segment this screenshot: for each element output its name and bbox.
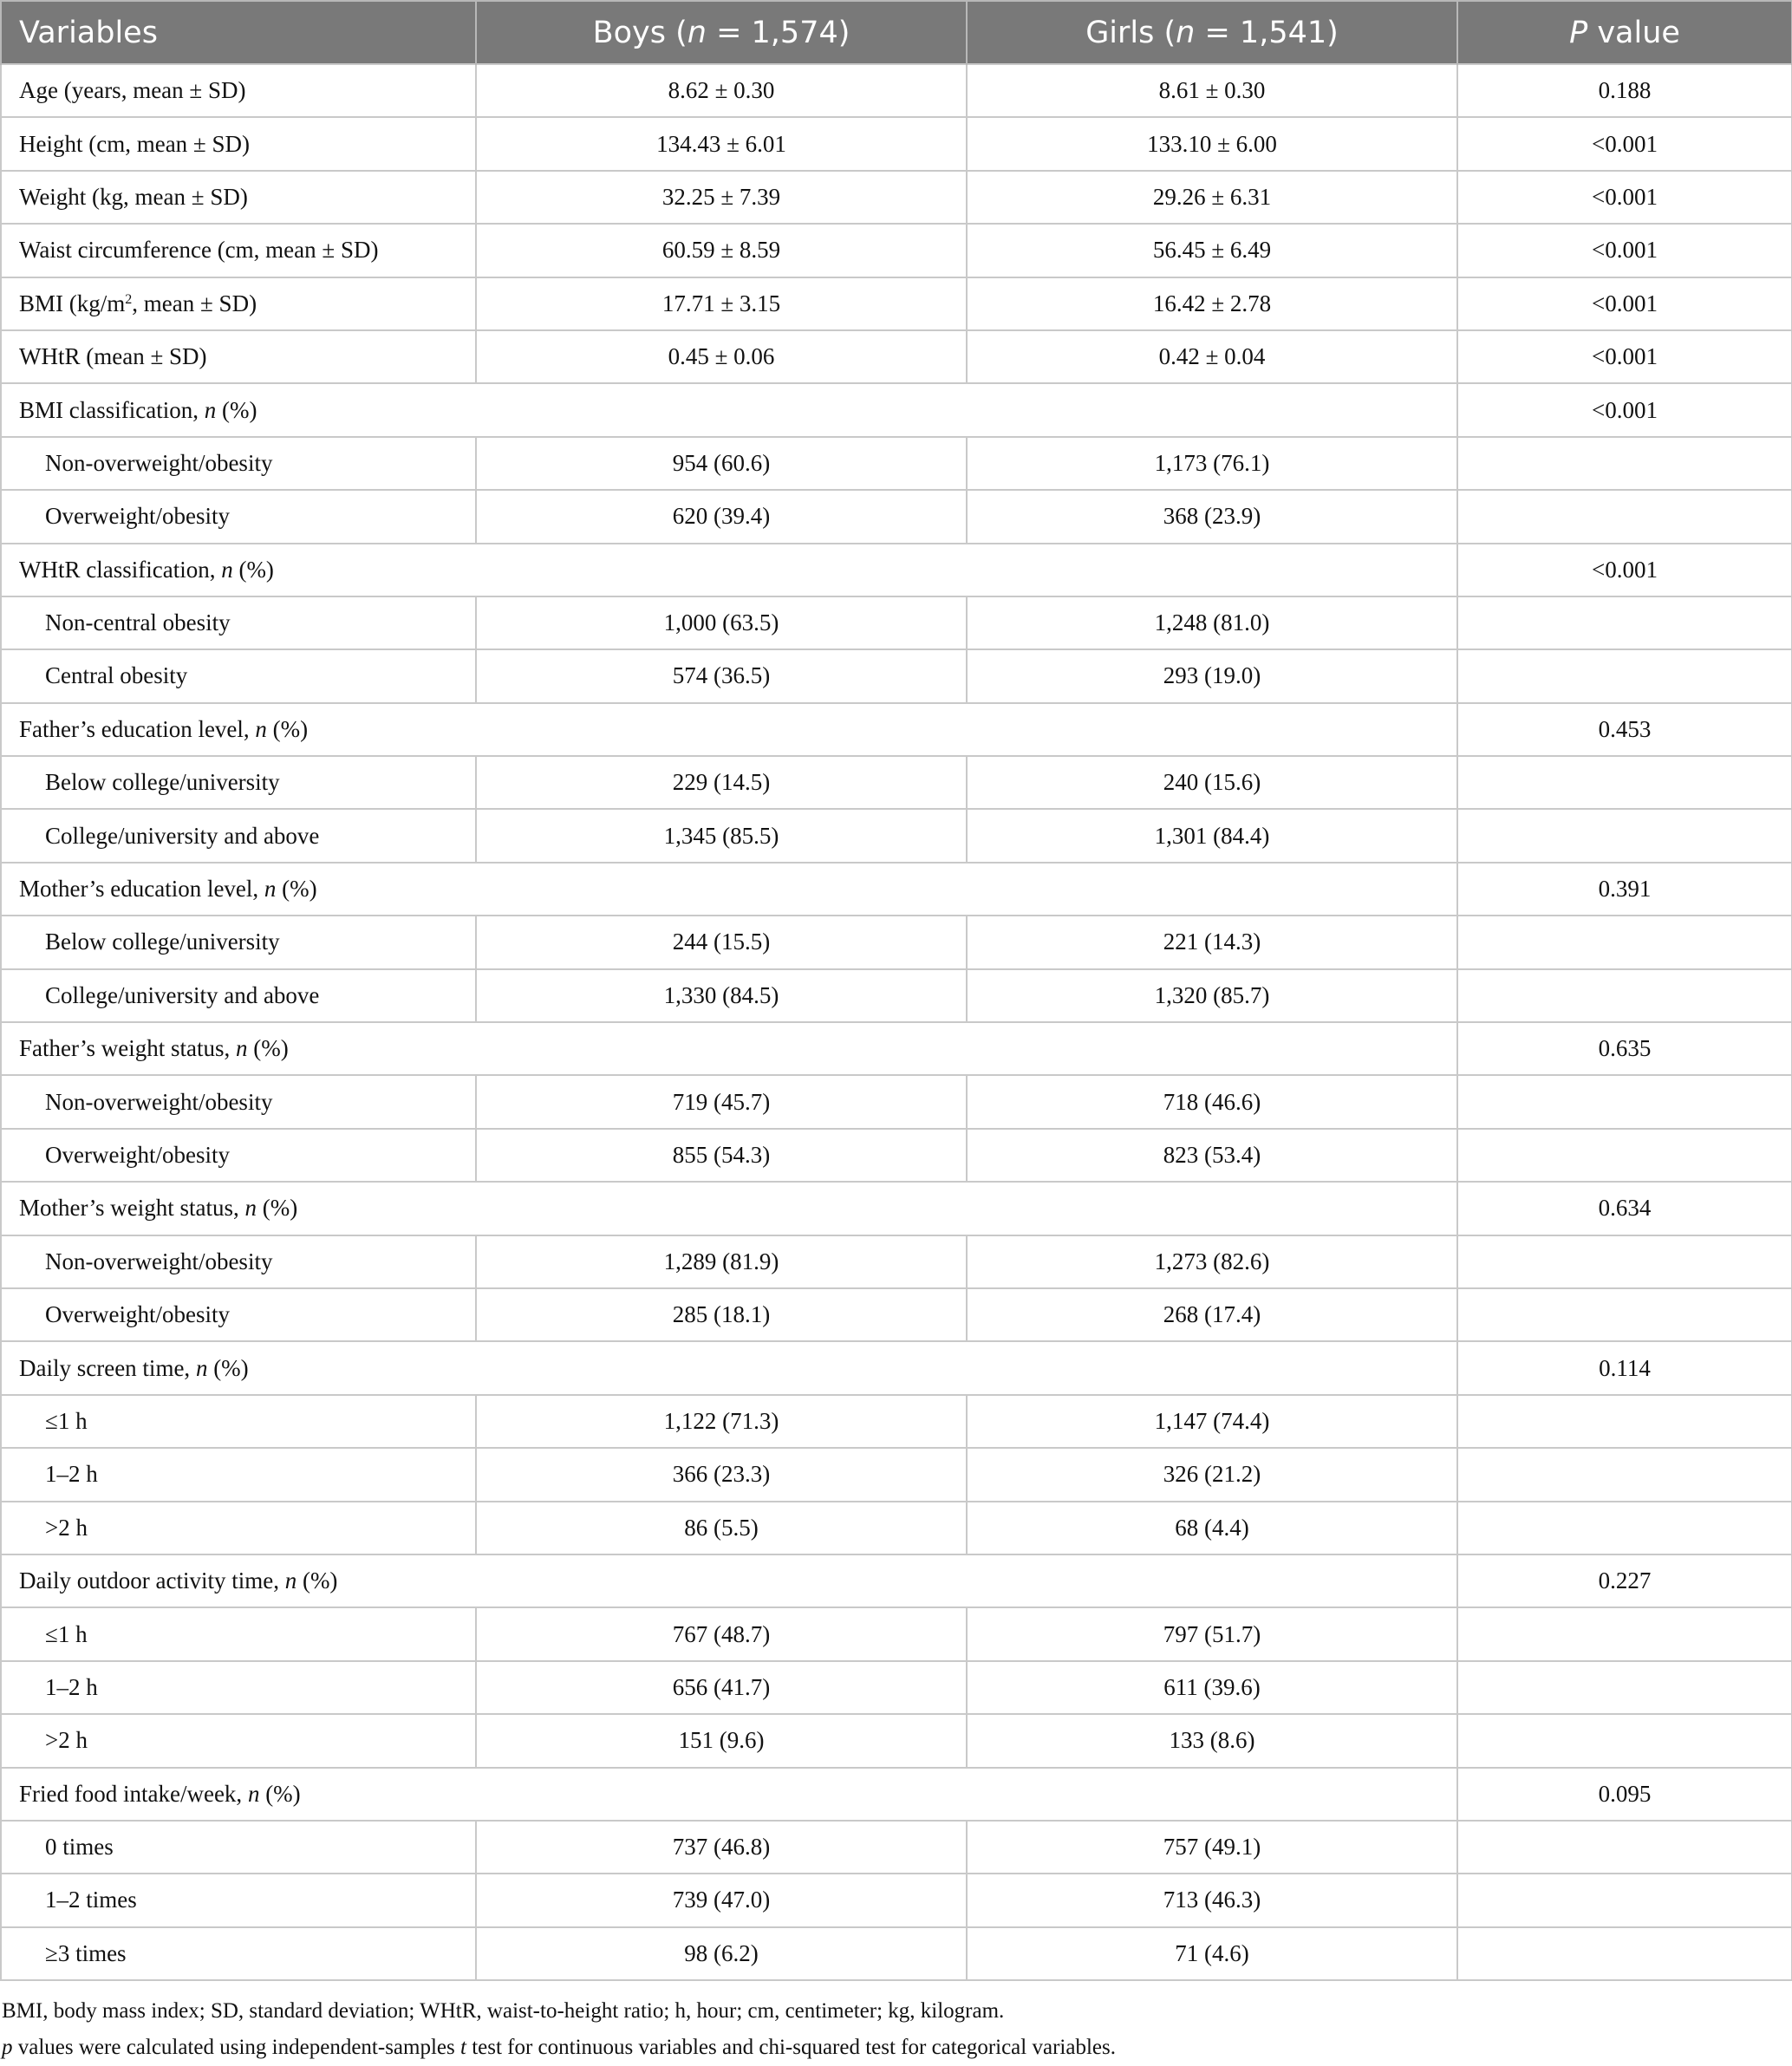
group-header-row <box>1 1182 1792 1235</box>
table-row <box>1 1129 1792 1182</box>
table-row <box>1 1927 1792 1980</box>
p-value: <0.001 <box>1457 171 1792 224</box>
table-row <box>1 1448 1792 1501</box>
p-value-empty <box>1457 1288 1792 1341</box>
girls-value: 1,248 (81.0) <box>967 596 1457 649</box>
table-row <box>1 596 1792 649</box>
row-label: Waist circumference (cm, mean ± SD) <box>1 224 476 277</box>
table-row <box>1 437 1792 490</box>
table-row <box>1 1821 1792 1874</box>
p-value: <0.001 <box>1457 277 1792 330</box>
girls-value: 68 (4.4) <box>967 1502 1457 1554</box>
table-row <box>1 1502 1792 1554</box>
boys-value: 954 (60.6) <box>476 437 967 490</box>
table-row <box>1 1075 1792 1128</box>
group-label: Daily outdoor activity time, n (%) <box>1 1554 1457 1607</box>
footnote-statistics: p values were calculated using independent-samples t test for continuous variables and chi-squared test for categorical variables. <box>2 2036 1116 2060</box>
table-footnotes <box>0 1993 1792 2066</box>
table-row <box>1 969 1792 1022</box>
boys-value: 656 (41.7) <box>476 1661 967 1714</box>
p-value: 0.635 <box>1457 1022 1792 1075</box>
p-value-empty <box>1457 1927 1792 1980</box>
p-value: <0.001 <box>1457 117 1792 170</box>
group-label: Mother’s education level, n (%) <box>1 863 1457 916</box>
boys-value: 366 (23.3) <box>476 1448 967 1501</box>
boys-value: 739 (47.0) <box>476 1874 967 1926</box>
girls-value: 1,273 (82.6) <box>967 1235 1457 1288</box>
row-label: Non-overweight/obesity <box>1 437 476 490</box>
p-value-empty <box>1457 1448 1792 1501</box>
group-header-row <box>1 703 1792 756</box>
group-label: Father’s weight status, n (%) <box>1 1022 1457 1075</box>
p-value-empty <box>1457 1235 1792 1288</box>
table-row <box>1 64 1792 117</box>
girls-value: 326 (21.2) <box>967 1448 1457 1501</box>
p-value: 0.634 <box>1457 1182 1792 1235</box>
group-label: WHtR classification, n (%) <box>1 544 1457 596</box>
row-label: Central obesity <box>1 649 476 702</box>
girls-value: 0.42 ± 0.04 <box>967 330 1457 383</box>
girls-value: 133.10 ± 6.00 <box>967 117 1457 170</box>
row-label: Overweight/obesity <box>1 1129 476 1182</box>
row-label: 0 times <box>1 1821 476 1874</box>
table-row <box>1 171 1792 224</box>
group-header-row <box>1 1341 1792 1394</box>
group-label: Daily screen time, n (%) <box>1 1341 1457 1394</box>
boys-value: 151 (9.6) <box>476 1714 967 1767</box>
girls-value: 16.42 ± 2.78 <box>967 277 1457 330</box>
boys-value: 86 (5.5) <box>476 1502 967 1554</box>
row-label: ≤1 h <box>1 1395 476 1448</box>
footnote-abbreviations: BMI, body mass index; SD, standard deviation; WHtR, waist-to-height ratio; h, hour; cm, centimeter; kg, kilogram. <box>2 1999 1005 2024</box>
p-value: 0.453 <box>1457 703 1792 756</box>
row-label: 1–2 h <box>1 1661 476 1714</box>
row-label: Overweight/obesity <box>1 490 476 543</box>
p-value-empty <box>1457 1714 1792 1767</box>
p-value-empty <box>1457 916 1792 968</box>
group-label: BMI classification, n (%) <box>1 383 1457 436</box>
row-label: College/university and above <box>1 969 476 1022</box>
p-value: <0.001 <box>1457 330 1792 383</box>
p-value: 0.391 <box>1457 863 1792 916</box>
row-label: >2 h <box>1 1714 476 1767</box>
row-label: >2 h <box>1 1502 476 1554</box>
table-row <box>1 1235 1792 1288</box>
row-label: Overweight/obesity <box>1 1288 476 1341</box>
p-value-empty <box>1457 1661 1792 1714</box>
girls-value: 823 (53.4) <box>967 1129 1457 1182</box>
p-value-empty <box>1457 1607 1792 1660</box>
p-value-empty <box>1457 1874 1792 1926</box>
row-label: Weight (kg, mean ± SD) <box>1 171 476 224</box>
p-value: 0.227 <box>1457 1554 1792 1607</box>
table-row <box>1 809 1792 862</box>
row-label: ≥3 times <box>1 1927 476 1980</box>
table-header-row <box>1 1 1792 64</box>
boys-value: 719 (45.7) <box>476 1075 967 1128</box>
girls-value: 797 (51.7) <box>967 1607 1457 1660</box>
girls-value: 1,147 (74.4) <box>967 1395 1457 1448</box>
group-header-row <box>1 383 1792 436</box>
girls-value: 293 (19.0) <box>967 649 1457 702</box>
row-label: WHtR (mean ± SD) <box>1 330 476 383</box>
girls-value: 1,301 (84.4) <box>967 809 1457 862</box>
table-row <box>1 277 1792 330</box>
p-value: 0.188 <box>1457 64 1792 117</box>
girls-value: 757 (49.1) <box>967 1821 1457 1874</box>
p-value: <0.001 <box>1457 544 1792 596</box>
table-row <box>1 1607 1792 1660</box>
boys-value: 17.71 ± 3.15 <box>476 277 967 330</box>
row-label: Below college/university <box>1 756 476 809</box>
row-label: 1–2 times <box>1 1874 476 1926</box>
boys-value: 60.59 ± 8.59 <box>476 224 967 277</box>
girls-value: 8.61 ± 0.30 <box>967 64 1457 117</box>
girls-value: 71 (4.6) <box>967 1927 1457 1980</box>
p-value-empty <box>1457 1395 1792 1448</box>
boys-value: 1,122 (71.3) <box>476 1395 967 1448</box>
p-value-empty <box>1457 1075 1792 1128</box>
group-header-row <box>1 863 1792 916</box>
table-row <box>1 490 1792 543</box>
p-value-empty <box>1457 649 1792 702</box>
row-label: Below college/university <box>1 916 476 968</box>
header-p-value: P value <box>1457 1 1792 64</box>
group-header-row <box>1 544 1792 596</box>
row-label: Non-overweight/obesity <box>1 1235 476 1288</box>
table-row <box>1 117 1792 170</box>
girls-value: 133 (8.6) <box>967 1714 1457 1767</box>
table-row <box>1 756 1792 809</box>
p-value: 0.114 <box>1457 1341 1792 1394</box>
boys-value: 244 (15.5) <box>476 916 967 968</box>
row-label: College/university and above <box>1 809 476 862</box>
group-label: Fried food intake/week, n (%) <box>1 1768 1457 1821</box>
boys-value: 1,345 (85.5) <box>476 809 967 862</box>
girls-value: 29.26 ± 6.31 <box>967 171 1457 224</box>
row-label: Height (cm, mean ± SD) <box>1 117 476 170</box>
p-value: <0.001 <box>1457 224 1792 277</box>
p-value-empty <box>1457 596 1792 649</box>
table-row <box>1 1395 1792 1448</box>
boys-value: 767 (48.7) <box>476 1607 967 1660</box>
boys-value: 0.45 ± 0.06 <box>476 330 967 383</box>
group-label: Father’s education level, n (%) <box>1 703 1457 756</box>
group-header-row <box>1 1554 1792 1607</box>
girls-value: 240 (15.6) <box>967 756 1457 809</box>
row-label: Non-central obesity <box>1 596 476 649</box>
girls-value: 368 (23.9) <box>967 490 1457 543</box>
table-row <box>1 224 1792 277</box>
girls-value: 1,173 (76.1) <box>967 437 1457 490</box>
row-label: ≤1 h <box>1 1607 476 1660</box>
p-value-empty <box>1457 1502 1792 1554</box>
table-row <box>1 1714 1792 1767</box>
boys-value: 285 (18.1) <box>476 1288 967 1341</box>
boys-value: 1,289 (81.9) <box>476 1235 967 1288</box>
row-label: BMI ($kg/m^2$, mean ± SD) <box>1 277 476 330</box>
boys-value: 1,330 (84.5) <box>476 969 967 1022</box>
table-row <box>1 330 1792 383</box>
boys-value: 134.43 ± 6.01 <box>476 117 967 170</box>
table-row <box>1 649 1792 702</box>
p-value-empty <box>1457 490 1792 543</box>
girls-value: 713 (46.3) <box>967 1874 1457 1926</box>
header-variables: Variables <box>1 1 476 64</box>
table-row <box>1 1874 1792 1926</box>
boys-value: 32.25 ± 7.39 <box>476 171 967 224</box>
p-value-empty <box>1457 809 1792 862</box>
header-boys: Boys (n = 1,574) <box>476 1 967 64</box>
table-row <box>1 1661 1792 1714</box>
girls-value: 1,320 (85.7) <box>967 969 1457 1022</box>
girls-value: 268 (17.4) <box>967 1288 1457 1341</box>
row-label: Non-overweight/obesity <box>1 1075 476 1128</box>
boys-value: 8.62 ± 0.30 <box>476 64 967 117</box>
boys-value: 229 (14.5) <box>476 756 967 809</box>
boys-value: 737 (46.8) <box>476 1821 967 1874</box>
girls-value: 56.45 ± 6.49 <box>967 224 1457 277</box>
group-label: Mother’s weight status, n (%) <box>1 1182 1457 1235</box>
row-label: 1–2 h <box>1 1448 476 1501</box>
p-value-empty <box>1457 1129 1792 1182</box>
p-value-empty <box>1457 437 1792 490</box>
boys-value: 98 (6.2) <box>476 1927 967 1980</box>
table-row <box>1 1288 1792 1341</box>
p-value-empty <box>1457 756 1792 809</box>
girls-value: 611 (39.6) <box>967 1661 1457 1714</box>
table-row <box>1 916 1792 968</box>
header-girls: Girls (n = 1,541) <box>967 1 1457 64</box>
p-value: 0.095 <box>1457 1768 1792 1821</box>
p-value: <0.001 <box>1457 383 1792 436</box>
boys-value: 1,000 (63.5) <box>476 596 967 649</box>
row-label: Age (years, mean ± SD) <box>1 64 476 117</box>
boys-value: 855 (54.3) <box>476 1129 967 1182</box>
p-value-empty <box>1457 1821 1792 1874</box>
girls-value: 718 (46.6) <box>967 1075 1457 1128</box>
p-value-empty <box>1457 969 1792 1022</box>
group-header-row <box>1 1022 1792 1075</box>
boys-value: 574 (36.5) <box>476 649 967 702</box>
girls-value: 221 (14.3) <box>967 916 1457 968</box>
group-header-row <box>1 1768 1792 1821</box>
boys-value: 620 (39.4) <box>476 490 967 543</box>
